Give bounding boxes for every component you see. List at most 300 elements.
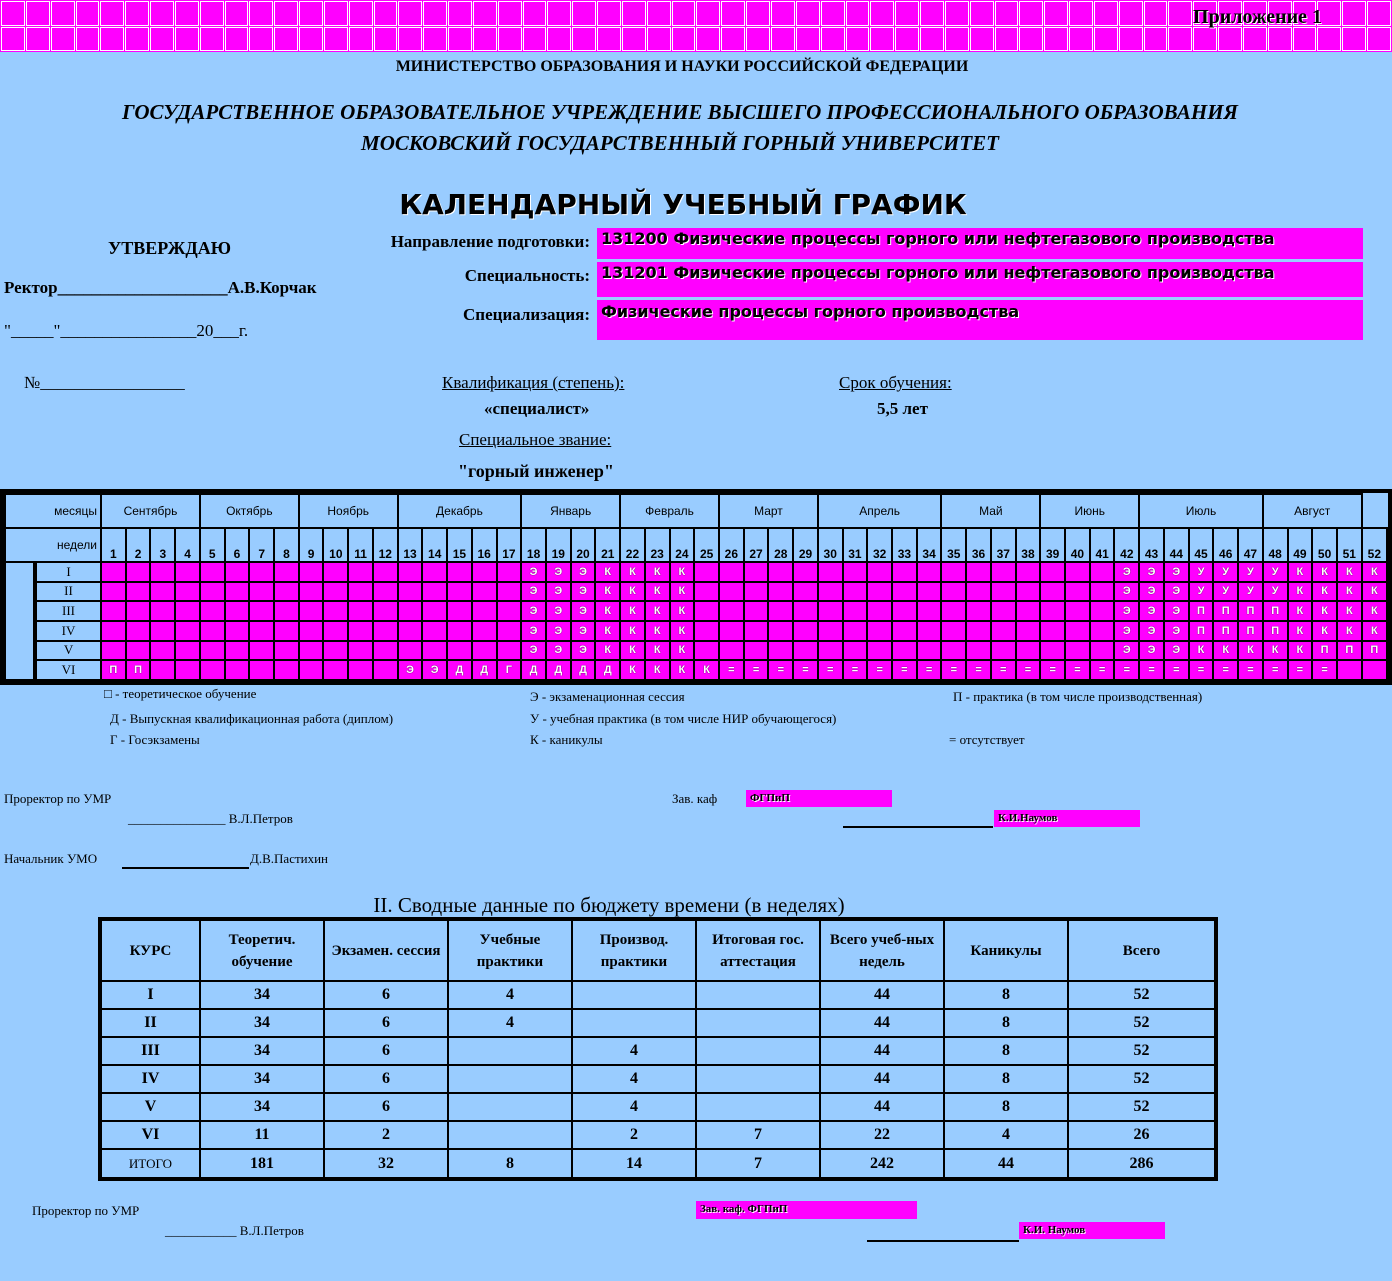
schedule-cell — [274, 621, 299, 641]
budget-total-cell: 8 — [448, 1149, 572, 1179]
schedule-cell — [299, 582, 324, 602]
schedule-cell — [175, 562, 200, 582]
schedule-cell: К — [645, 660, 670, 680]
schedule-cell — [348, 601, 373, 621]
schedule-cell — [422, 641, 447, 661]
schedule-cell: Э — [1164, 601, 1189, 621]
week-number: 42 — [1114, 528, 1139, 562]
naumov-signature-line-2 — [867, 1240, 1019, 1242]
schedule-cell — [101, 621, 126, 641]
schedule-cell: П — [1337, 641, 1362, 661]
schedule-cell — [150, 582, 175, 602]
appendix-label: Приложение 1 — [1193, 6, 1322, 28]
schedule-cell: К — [1312, 601, 1337, 621]
schedule-cell: Э — [1114, 562, 1139, 582]
schedule-cell: = — [1288, 660, 1313, 680]
schedule-cell: = — [867, 660, 892, 680]
schedule-cell: Э — [521, 601, 546, 621]
schedule-cell: У — [1238, 582, 1263, 602]
schedule-cell: К — [595, 641, 620, 661]
direction-label: Направление подготовки: — [390, 232, 590, 251]
schedule-cell: К — [595, 621, 620, 641]
schedule-cell — [917, 641, 942, 661]
schedule-cell: К — [645, 621, 670, 641]
schedule-cell: П — [1312, 641, 1337, 661]
schedule-cell — [1016, 641, 1041, 661]
rector-signature-line: Ректор____________________А.В.Корчак — [4, 278, 317, 297]
schedule-cell — [1362, 660, 1387, 680]
schedule-cell: Э — [521, 621, 546, 641]
budget-cell: 4 — [572, 1065, 696, 1093]
schedule-cell: Г — [497, 660, 522, 680]
schedule-cell: Д — [472, 660, 497, 680]
budget-cell — [572, 1009, 696, 1037]
budget-cell — [448, 1121, 572, 1149]
schedule-cell: П — [1362, 641, 1387, 661]
document-number-line: №_________________ — [24, 373, 185, 392]
schedule-cell: Э — [571, 601, 596, 621]
schedule-cell: У — [1213, 582, 1238, 602]
schedule-cell — [892, 621, 917, 641]
schedule-cell — [225, 641, 250, 661]
schedule-cell — [867, 562, 892, 582]
schedule-cell: К — [1362, 582, 1387, 602]
budget-header: Каникулы — [944, 919, 1068, 981]
schedule-cell — [768, 582, 793, 602]
month-header: Апрель — [818, 494, 942, 528]
naumov-name-2: К.И. Наумов — [1019, 1222, 1165, 1239]
prorector-label: Проректор по УМР — [4, 791, 112, 806]
schedule-cell: К — [620, 641, 645, 661]
schedule-cell — [793, 601, 818, 621]
schedule-cell — [966, 621, 991, 641]
week-number: 38 — [1016, 528, 1041, 562]
schedule-cell — [1040, 562, 1065, 582]
schedule-cell — [200, 641, 225, 661]
week-number: 5 — [200, 528, 225, 562]
schedule-cell — [991, 582, 1016, 602]
week-number: 21 — [595, 528, 620, 562]
schedule-cell — [348, 582, 373, 602]
schedule-cell — [447, 641, 472, 661]
schedule-cell — [1016, 601, 1041, 621]
schedule-cell — [892, 601, 917, 621]
course-label: VI — [35, 660, 101, 680]
month-header: Июль — [1139, 494, 1263, 528]
schedule-cell: Э — [521, 641, 546, 661]
schedule-cell — [917, 601, 942, 621]
schedule-cell: Д — [571, 660, 596, 680]
course-label: V — [35, 641, 101, 661]
budget-cell: 52 — [1068, 1065, 1216, 1093]
schedule-cell — [150, 621, 175, 641]
schedule-cell — [793, 582, 818, 602]
schedule-cell — [398, 582, 423, 602]
schedule-cell — [348, 562, 373, 582]
budget-cell: 44 — [820, 1037, 944, 1065]
schedule-cell — [867, 621, 892, 641]
schedule-cell — [1065, 621, 1090, 641]
schedule-cell — [1016, 582, 1041, 602]
schedule-cell — [497, 621, 522, 641]
week-number: 17 — [497, 528, 522, 562]
budget-total-cell: 242 — [820, 1149, 944, 1179]
budget-cell: 34 — [200, 981, 324, 1009]
page-title: КАЛЕНДАРНЫЙ УЧЕБНЫЙ ГРАФИК — [399, 188, 967, 221]
schedule-cell: К — [1337, 601, 1362, 621]
budget-total-cell: 286 — [1068, 1149, 1216, 1179]
budget-cell: 26 — [1068, 1121, 1216, 1149]
budget-cell: 2 — [572, 1121, 696, 1149]
budget-cell: 4 — [448, 1009, 572, 1037]
schedule-cell — [249, 601, 274, 621]
week-number: 33 — [892, 528, 917, 562]
schedule-cell — [1040, 582, 1065, 602]
schedule-cell: Д — [595, 660, 620, 680]
schedule-cell: = — [966, 660, 991, 680]
week-number: 11 — [348, 528, 373, 562]
schedule-cell — [447, 621, 472, 641]
budget-cell: 44 — [820, 1093, 944, 1121]
legend-exam: Э - экзаменационная сессия — [530, 689, 685, 704]
legend-theory: □ - теоретическое обучение — [104, 686, 257, 701]
schedule-cell — [719, 641, 744, 661]
schedule-cell — [323, 601, 348, 621]
special-title-value: "горный инженер" — [458, 461, 614, 481]
schedule-cell: = — [818, 660, 843, 680]
schedule-cell — [200, 562, 225, 582]
schedule-cell: Э — [1114, 601, 1139, 621]
schedule-cell: П — [1263, 601, 1288, 621]
institution-line2: МОСКОВСКИЙ ГОСУДАРСТВЕННЫЙ ГОРНЫЙ УНИВЕРСИТЕТ — [361, 131, 999, 155]
schedule-cell: К — [620, 562, 645, 582]
week-number: 46 — [1213, 528, 1238, 562]
schedule-cell: Э — [521, 582, 546, 602]
ministry-heading: МИНИСТЕРСТВО ОБРАЗОВАНИЯ И НАУКИ РОССИЙСКОЙ ФЕДЕРАЦИИ — [395, 58, 969, 75]
schedule-cell — [274, 582, 299, 602]
special-title-label: Специальное звание: — [459, 430, 612, 449]
schedule-cell — [818, 641, 843, 661]
schedule-cell — [991, 641, 1016, 661]
schedule-cell — [1065, 641, 1090, 661]
zav-kaf-label: Зав. каф — [672, 791, 718, 806]
schedule-cell — [694, 562, 719, 582]
schedule-cell — [867, 641, 892, 661]
schedule-cell: Э — [571, 562, 596, 582]
schedule-cell — [793, 641, 818, 661]
schedule-cell: К — [1312, 621, 1337, 641]
schedule-cell — [274, 601, 299, 621]
specialization-value: Физические процессы горного производства — [597, 300, 1363, 340]
schedule-cell — [299, 621, 324, 641]
week-number: 37 — [991, 528, 1016, 562]
schedule-cell — [348, 660, 373, 680]
budget-cell: 4 — [448, 981, 572, 1009]
week-number: 29 — [793, 528, 818, 562]
schedule-cell — [1065, 601, 1090, 621]
schedule-cell: Э — [1164, 621, 1189, 641]
budget-cell: 52 — [1068, 1009, 1216, 1037]
schedule-cell: К — [620, 601, 645, 621]
header-grid-decoration — [0, 0, 1392, 52]
budget-total-cell: 181 — [200, 1149, 324, 1179]
week-number: 25 — [694, 528, 719, 562]
week-number: 43 — [1139, 528, 1164, 562]
week-number: 28 — [768, 528, 793, 562]
week-number: 44 — [1164, 528, 1189, 562]
budget-title: II. Сводные данные по бюджету времени (в неделях) — [373, 893, 845, 917]
schedule-cell — [1090, 641, 1115, 661]
budget-header: Всего учеб-ных недель — [820, 919, 944, 981]
schedule-cell — [200, 601, 225, 621]
schedule-cell — [719, 562, 744, 582]
schedule-cell — [694, 641, 719, 661]
schedule-cell — [249, 660, 274, 680]
schedule-cell — [768, 641, 793, 661]
schedule-cell: У — [1189, 582, 1214, 602]
week-number: 1 — [101, 528, 126, 562]
week-number: 48 — [1263, 528, 1288, 562]
schedule-cell — [225, 660, 250, 680]
month-header: Сентябрь — [101, 494, 200, 528]
schedule-cell — [991, 562, 1016, 582]
week-number: 24 — [670, 528, 695, 562]
budget-cell: 44 — [820, 1065, 944, 1093]
schedule-cell: Э — [546, 601, 571, 621]
schedule-cell — [200, 660, 225, 680]
schedule-cell: = — [1164, 660, 1189, 680]
budget-cell: 6 — [324, 981, 448, 1009]
week-number: 2 — [126, 528, 151, 562]
schedule-cell — [941, 562, 966, 582]
schedule-cell — [101, 562, 126, 582]
schedule-cell — [818, 621, 843, 641]
schedule-cell: Э — [1139, 562, 1164, 582]
schedule-cell: Э — [1139, 621, 1164, 641]
schedule-cell — [126, 621, 151, 641]
budget-cell: 4 — [572, 1093, 696, 1121]
schedule-cell: Э — [1164, 641, 1189, 661]
schedule-cell: Э — [1139, 641, 1164, 661]
schedule-cell — [150, 660, 175, 680]
schedule-cell: = — [719, 660, 744, 680]
schedule-cell — [200, 582, 225, 602]
approval-date-line: "_____"________________20___г. — [4, 321, 249, 340]
schedule-cell: П — [1263, 621, 1288, 641]
schedule-cell: = — [1016, 660, 1041, 680]
budget-cell: 8 — [944, 1009, 1068, 1037]
schedule-cell — [249, 621, 274, 641]
schedule-cell: Э — [422, 660, 447, 680]
schedule-cell — [694, 582, 719, 602]
schedule-cell: = — [1238, 660, 1263, 680]
schedule-cell: К — [595, 601, 620, 621]
schedule-cell — [843, 601, 868, 621]
schedule-cell — [225, 601, 250, 621]
schedule-cell — [917, 562, 942, 582]
month-header: Май — [941, 494, 1040, 528]
schedule-cell — [941, 641, 966, 661]
schedule-cell — [299, 660, 324, 680]
schedule-cell — [398, 621, 423, 641]
schedule-cell: К — [620, 582, 645, 602]
schedule-cell — [249, 582, 274, 602]
week-number: 23 — [645, 528, 670, 562]
budget-cell: 8 — [944, 1065, 1068, 1093]
week-number: 39 — [1040, 528, 1065, 562]
budget-cell: I — [100, 981, 200, 1009]
schedule-cell — [398, 562, 423, 582]
schedule-cell — [472, 582, 497, 602]
schedule-cell: Э — [398, 660, 423, 680]
schedule-cell: К — [645, 641, 670, 661]
institution-line1: ГОСУДАРСТВЕННОЕ ОБРАЗОВАТЕЛЬНОЕ УЧРЕЖДЕНИЕ ВЫСШЕГО ПРОФЕССИОНАЛЬНОГО ОБРАЗОВАНИЯ — [121, 100, 1238, 124]
budget-cell — [696, 1037, 820, 1065]
schedule-cell — [373, 601, 398, 621]
budget-header: Итоговая гос. аттестация — [696, 919, 820, 981]
schedule-cell — [867, 582, 892, 602]
schedule-cell: П — [1189, 621, 1214, 641]
budget-cell: VI — [100, 1121, 200, 1149]
schedule-cell: Э — [1114, 621, 1139, 641]
schedule-cell — [744, 562, 769, 582]
budget-cell: 7 — [696, 1121, 820, 1149]
pastikhin-name: Д.В.Пастихин — [250, 851, 329, 866]
schedule-cell — [175, 601, 200, 621]
budget-header: КУРС — [100, 919, 200, 981]
week-number: 26 — [719, 528, 744, 562]
schedule-cell: = — [917, 660, 942, 680]
schedule-cell — [373, 641, 398, 661]
budget-header: Учебные практики — [448, 919, 572, 981]
petrov-signature: _______________ В.Л.Петров — [128, 811, 293, 826]
schedule-cell — [497, 562, 522, 582]
schedule-cell — [892, 641, 917, 661]
schedule-cell: П — [1238, 601, 1263, 621]
budget-cell: 4 — [944, 1121, 1068, 1149]
study-term-label: Срок обучения: — [839, 373, 952, 392]
schedule-cell — [398, 641, 423, 661]
budget-cell: 22 — [820, 1121, 944, 1149]
schedule-cell — [225, 621, 250, 641]
month-header: Январь — [521, 494, 620, 528]
schedule-cell — [175, 641, 200, 661]
schedule-cell — [274, 660, 299, 680]
budget-cell: 34 — [200, 1093, 324, 1121]
budget-cell: 6 — [324, 1065, 448, 1093]
schedule-cell — [225, 562, 250, 582]
budget-cell: 44 — [820, 1009, 944, 1037]
schedule-cell — [1065, 562, 1090, 582]
schedule-cell — [768, 621, 793, 641]
schedule-cell: К — [595, 562, 620, 582]
schedule-cell: Э — [546, 562, 571, 582]
budget-cell: III — [100, 1037, 200, 1065]
schedule-cell: К — [1337, 582, 1362, 602]
week-number: 47 — [1238, 528, 1263, 562]
schedule-cell: К — [694, 660, 719, 680]
week-number: 41 — [1090, 528, 1115, 562]
week-number: 18 — [521, 528, 546, 562]
schedule-cell — [175, 660, 200, 680]
schedule-cell — [1090, 601, 1115, 621]
schedule-cell: К — [1263, 641, 1288, 661]
schedule-cell: К — [1362, 601, 1387, 621]
schedule-cell — [991, 621, 1016, 641]
qualification-label: Квалификация (степень): — [442, 373, 625, 392]
schedule-cell — [497, 601, 522, 621]
schedule-cell: Д — [521, 660, 546, 680]
schedule-cell — [323, 582, 348, 602]
schedule-cell — [1016, 621, 1041, 641]
head-umo-label: Начальник УМО — [4, 851, 98, 866]
schedule-cell — [200, 621, 225, 641]
schedule-cell — [472, 601, 497, 621]
schedule-cell — [422, 582, 447, 602]
schedule-cell — [323, 621, 348, 641]
weeks-header: недели — [5, 528, 101, 562]
budget-cell: 6 — [324, 1009, 448, 1037]
specialty-label: Специальность: — [464, 266, 590, 285]
schedule-cell — [941, 621, 966, 641]
schedule-cell: Э — [1139, 601, 1164, 621]
month-header: Декабрь — [398, 494, 522, 528]
schedule-cell: П — [126, 660, 151, 680]
schedule-cell: = — [941, 660, 966, 680]
course-label: II — [35, 582, 101, 602]
week-number: 30 — [818, 528, 843, 562]
budget-cell: 2 — [324, 1121, 448, 1149]
schedule-cell — [818, 582, 843, 602]
qualification-value: «специалист» — [484, 399, 590, 418]
schedule-cell: К — [670, 562, 695, 582]
week-number: 15 — [447, 528, 472, 562]
schedule-cell: Э — [571, 621, 596, 641]
schedule-cell: = — [991, 660, 1016, 680]
schedule-cell — [793, 562, 818, 582]
petrov-signature-2: ___________ В.Л.Петров — [165, 1223, 304, 1238]
schedule-cell: Э — [521, 562, 546, 582]
schedule-cell — [175, 621, 200, 641]
prorector-label-2: Проректор по УМР — [32, 1203, 140, 1218]
week-number: 16 — [472, 528, 497, 562]
schedule-cell: К — [1337, 562, 1362, 582]
schedule-cell: У — [1213, 562, 1238, 582]
schedule-cell — [1040, 621, 1065, 641]
schedule-cell — [348, 621, 373, 641]
schedule-cell — [101, 582, 126, 602]
week-number: 27 — [744, 528, 769, 562]
schedule-cell — [818, 562, 843, 582]
budget-cell: 52 — [1068, 1037, 1216, 1065]
course-label: III — [35, 601, 101, 621]
schedule-cell: К — [645, 582, 670, 602]
schedule-cell: К — [670, 621, 695, 641]
schedule-cell — [150, 601, 175, 621]
month-header: Июнь — [1040, 494, 1139, 528]
legend-state-exam: Г - Госэкзамены — [110, 732, 200, 747]
schedule-cell — [373, 660, 398, 680]
schedule-cell — [843, 641, 868, 661]
budget-cell — [448, 1093, 572, 1121]
schedule-cell — [917, 582, 942, 602]
budget-cell — [448, 1037, 572, 1065]
schedule-cell — [299, 641, 324, 661]
schedule-cell: К — [1288, 641, 1313, 661]
week-number: 34 — [917, 528, 942, 562]
schedule-cell — [249, 641, 274, 661]
schedule-cell: = — [1312, 660, 1337, 680]
